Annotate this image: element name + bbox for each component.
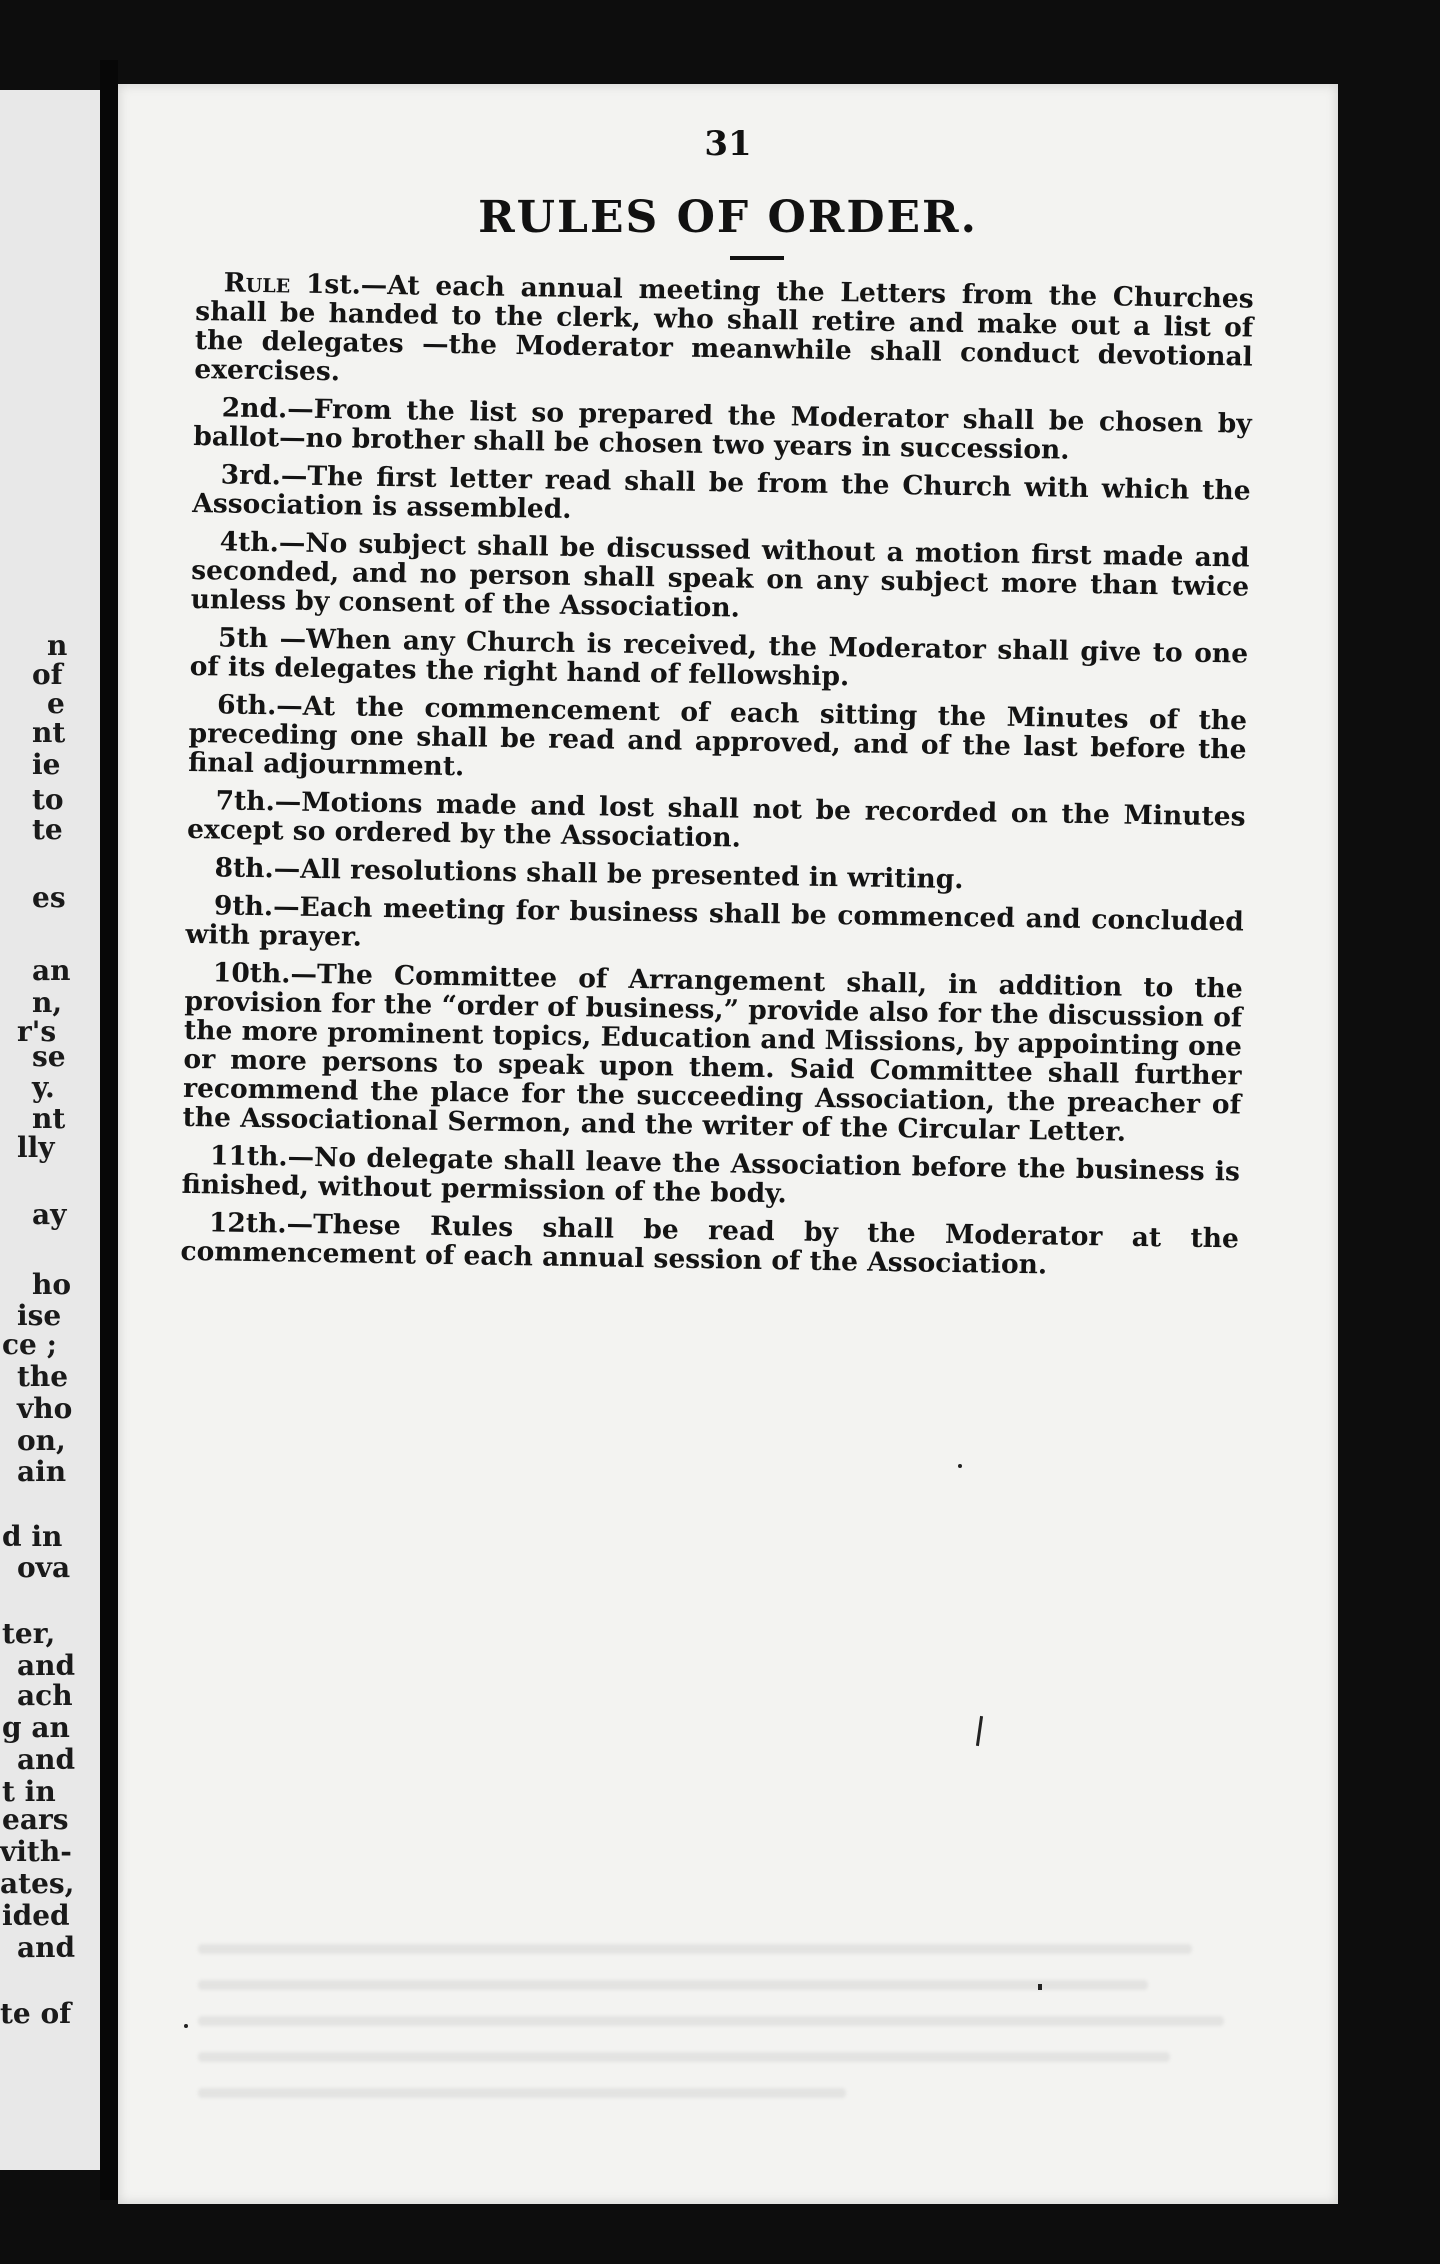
page-number: 31 [704, 124, 752, 164]
rule-10 [182, 958, 1243, 1149]
rule-5 [190, 623, 1249, 698]
facing-page-fragment: ova [17, 1550, 71, 1584]
rule-text: 3rd.—The first letter read shall be from the Church with which the Association is assembled. [192, 459, 1251, 525]
facing-page-fragment: es [32, 880, 66, 914]
rule-3 [192, 460, 1251, 535]
rule-text: 8th.—All resolutions shall be presented in writing. [214, 852, 964, 896]
facing-page-fragment: the [17, 1360, 69, 1394]
facing-page-fragment: and [17, 1648, 76, 1682]
facing-page-fragment: ter, [2, 1617, 56, 1651]
facing-page-fragment: on, [17, 1423, 66, 1457]
title-underline [730, 256, 784, 260]
document-page [118, 84, 1338, 2204]
facing-page-fragment: vho [17, 1391, 73, 1425]
rule-text: 1st.—At each annual meeting the Letters from the Churches shall be handed to the clerk, who shall retire and make out a list of the delegates —the Moderator meanwhile shall conduct devotional exercises. [194, 268, 1254, 388]
facing-page-fragment: an [32, 954, 71, 988]
facing-page-fragment: ise [17, 1299, 62, 1333]
rule-11 [181, 1141, 1240, 1216]
facing-page-fragment: t in [2, 1774, 56, 1808]
rule-text: 9th.—Each meeting for business shall be commenced and concluded with prayer. [185, 890, 1245, 953]
rule-7 [187, 786, 1246, 861]
facing-page-fragment: and [17, 1742, 76, 1776]
rule-2 [193, 393, 1252, 468]
rule-lead-word: Rule [223, 267, 291, 300]
facing-page-fragment: lly [17, 1130, 55, 1164]
facing-page-fragment: ears [2, 1803, 69, 1837]
facing-page-fragment: te [32, 812, 63, 846]
facing-page-fragment: e [47, 687, 65, 721]
facing-page-fragment: nt [32, 716, 66, 750]
facing-page-fragment: ates, [0, 1866, 75, 1900]
rule-4 [191, 527, 1250, 631]
bleed-through-text [198, 1944, 1278, 2204]
book-gutter [100, 60, 118, 2200]
facing-page-fragment: te of [0, 1996, 72, 2030]
ink-speck [976, 1716, 983, 1746]
facing-page-fragment: of [32, 658, 63, 692]
ink-speck [184, 2024, 188, 2028]
facing-page-fragment: vith- [0, 1835, 72, 1869]
page-title: RULES OF ORDER. [478, 192, 978, 243]
rule-text: 4th.—No subject shall be discussed without a motion first made and seconded, and no person shall speak on any subject more than twice unless by consent of the Association. [190, 526, 1250, 624]
facing-page-edge [0, 90, 100, 2170]
facing-page-fragment: ach [17, 1679, 73, 1713]
facing-page-fragment: ay [32, 1198, 67, 1232]
facing-page-fragment: n [47, 629, 68, 663]
facing-page-fragment: ce ; [2, 1328, 57, 1362]
rules-list [180, 268, 1254, 1291]
rule-9 [185, 891, 1244, 966]
facing-page-fragment: ain [17, 1455, 67, 1489]
rule-1 [194, 268, 1254, 401]
facing-page-fragment: d in [2, 1520, 63, 1554]
facing-page-fragment: to [32, 782, 64, 816]
facing-page-fragment: nt [32, 1101, 66, 1135]
rule-text: 11th.—No delegate shall leave the Association before the business is finished, without permission of the body. [181, 1140, 1241, 1210]
facing-page-fragment: se [32, 1039, 66, 1073]
facing-page-fragment: ho [32, 1267, 72, 1301]
facing-page-fragment: and [17, 1930, 76, 1964]
ink-speck [958, 1464, 962, 1468]
rule-text: 7th.—Motions made and lost shall not be recorded on the Minutes except so ordered by the Association. [186, 785, 1246, 854]
facing-page-fragment: ided [2, 1898, 70, 1932]
facing-page-fragment: r's [17, 1015, 57, 1049]
rule-text: 10th.—The Committee of Arrangement shall, in addition to the provision for the “order of business,” provide also for the discussion of the more prominent topics, Education and Missions, by appointing one or more persons to speak upon them. Said Committee shall further recommend the place for the succeeding Association, the preacher of the Associational Sermon, and the writer of the Circular Letter. [182, 957, 1244, 1148]
facing-page-fragment: g an [2, 1711, 70, 1745]
rule-text: 2nd.—From the list so prepared the Moderator shall be chosen by ballot—no brother shall be chosen two years in succession. [193, 392, 1252, 466]
facing-page-fragment: y. [32, 1071, 55, 1105]
rule-text: 12th.—These Rules shall be read by the Moderator at the commencement of each annual session of the Association. [180, 1207, 1240, 1281]
ink-speck [1038, 1984, 1042, 1990]
facing-page-fragment: n, [32, 986, 63, 1020]
facing-page-fragment: ie [32, 747, 61, 781]
rule-text: 6th.—At the commencement of each sitting the Minutes of the preceding one shall be read and approved, and of the last before the final adjournment. [187, 689, 1248, 783]
rule-12 [180, 1208, 1239, 1283]
rule-text: 5th —When any Church is received, the Moderator shall give to one of its delegates the right hand of fellowship. [189, 622, 1249, 693]
rule-6 [188, 690, 1247, 794]
